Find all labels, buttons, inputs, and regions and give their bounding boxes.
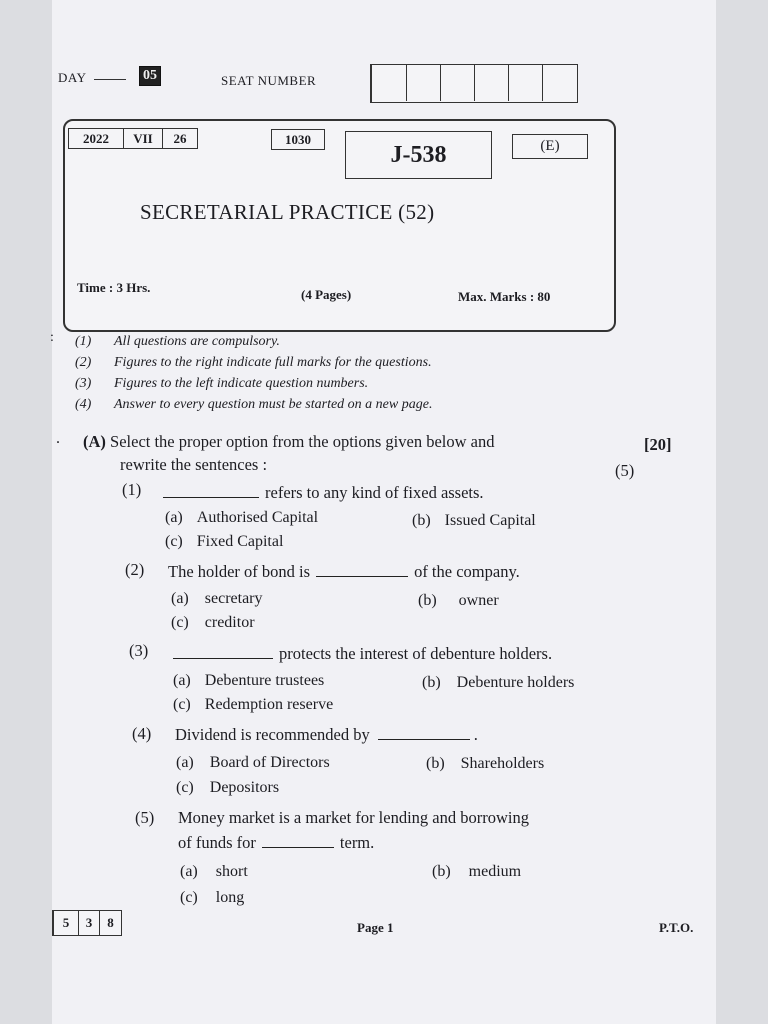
- exam-paper: [52, 0, 716, 1024]
- question-3-option-c: (c) Redemption reserve: [173, 696, 334, 713]
- footer-code-box: [52, 910, 122, 936]
- question-4-option-a: (a) Board of Directors: [176, 754, 330, 771]
- question-3-number: (3): [129, 641, 149, 660]
- instruction-item: (3) Figures to the left indicate question numbers.: [75, 376, 369, 391]
- max-marks: Max. Marks : 80: [458, 289, 551, 304]
- instruction-item: (1) All questions are compulsory.: [75, 334, 280, 349]
- question-5-text-line2: of funds for term.: [178, 833, 375, 852]
- question-4-option-c: (c) Depositors: [176, 779, 280, 796]
- question-1-option-c: (c) Fixed Capital: [165, 533, 284, 550]
- total-marks: [20]: [644, 435, 672, 454]
- question-1-option-b: (b) Issued Capital: [412, 512, 536, 529]
- time-allowed: Time : 3 Hrs.: [77, 280, 151, 295]
- question-1-number: (1): [122, 480, 142, 499]
- page-title: SECRETARIAL PRACTICE (52): [140, 200, 435, 224]
- medium-code: (E): [512, 134, 588, 159]
- footer-code-digit: 8: [107, 915, 114, 930]
- question-1-text: refers to any kind of fixed assets.: [163, 483, 484, 503]
- section-marks: (5): [615, 461, 635, 480]
- question-5-text-line1: Money market is a market for lending and borrowing: [178, 808, 529, 827]
- paper-code: J-538: [345, 131, 492, 179]
- question-3-option-a: (a) Debenture trustees: [173, 672, 325, 689]
- question-2-option-b: (b) owner: [418, 592, 499, 609]
- year-code: 2022: [69, 129, 124, 148]
- date-code-box: [68, 128, 198, 149]
- day-label: DAY: [58, 70, 130, 86]
- section-bullet: .: [56, 430, 60, 447]
- month-code: VII: [124, 129, 163, 148]
- question-5-option-c: (c) long: [180, 889, 245, 906]
- question-4-option-b: (b) Shareholders: [426, 755, 545, 772]
- question-5-option-a: (a) short: [180, 863, 248, 880]
- section-label: (A) Select the proper option from the options given below and: [83, 432, 495, 451]
- question-1-option-a: (a) Authorised Capital: [165, 509, 319, 526]
- seat-number-boxes: [370, 64, 578, 103]
- question-5-option-b: (b) medium: [432, 863, 522, 880]
- question-2-option-a: (a) secretary: [171, 590, 263, 607]
- date-code: 26: [173, 131, 187, 146]
- question-2-number: (2): [125, 560, 145, 579]
- question-4-text: Dividend is recommended by .: [175, 725, 478, 744]
- seat-number-label: SEAT NUMBER: [221, 73, 317, 88]
- page-number: Page 1: [357, 920, 394, 935]
- section-instruction: rewrite the sentences :: [120, 455, 268, 474]
- question-3-text: protects the interest of debenture holders.: [173, 644, 552, 664]
- page-count: (4 Pages): [301, 287, 352, 302]
- pto-label: P.T.O.: [659, 920, 694, 935]
- footer-code-digit: 5: [54, 911, 79, 935]
- time-code: 1030: [271, 129, 325, 150]
- question-3-option-b: (b) Debenture holders: [422, 674, 575, 691]
- question-4-number: (4): [132, 724, 152, 743]
- question-2-text: The holder of bond is of the company.: [168, 562, 520, 581]
- instruction-item: (2) Figures to the right indicate full marks for the questions.: [75, 355, 432, 370]
- question-5-number: (5): [135, 808, 155, 827]
- day-value: 05: [139, 66, 161, 86]
- footer-code-digit: 3: [79, 911, 100, 935]
- instruction-item: (4) Answer to every question must be started on a new page.: [75, 397, 433, 412]
- question-2-option-c: (c) creditor: [171, 614, 255, 631]
- instructions-prefix: :: [50, 330, 54, 345]
- instructions-list: [75, 331, 432, 415]
